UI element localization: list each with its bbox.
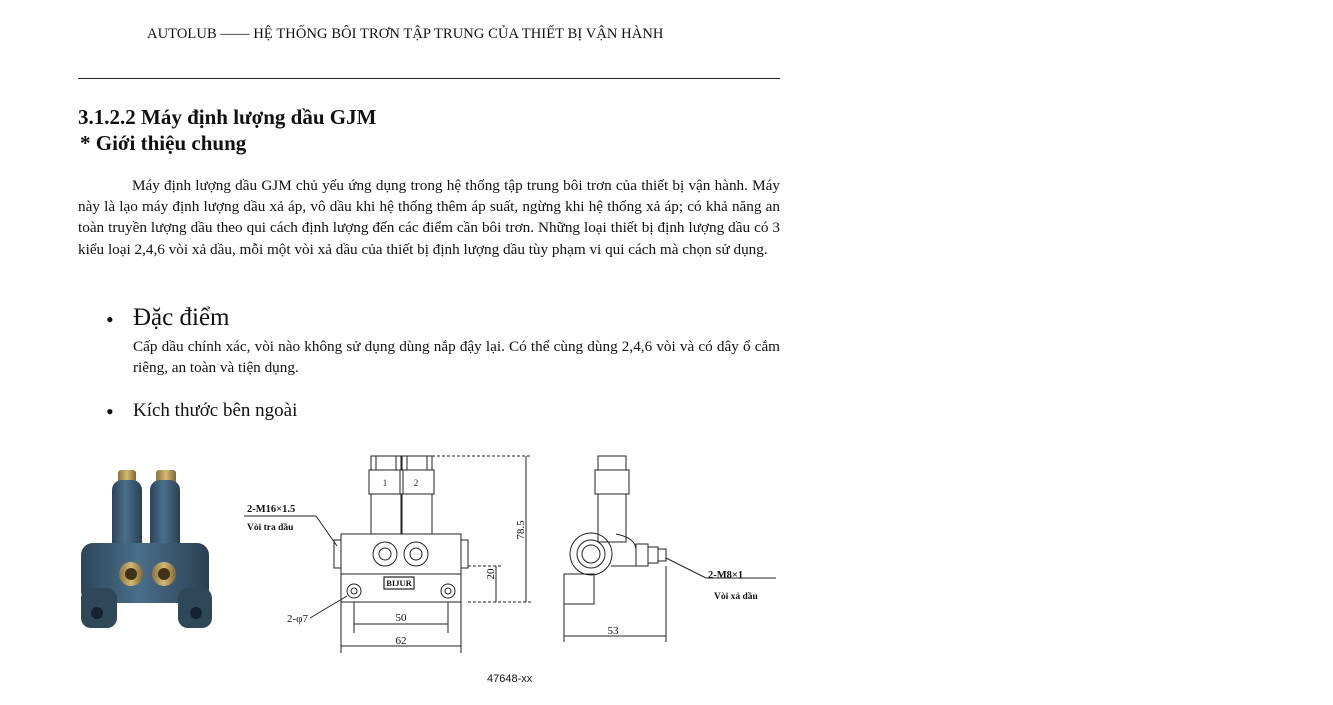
brand-plate: BIJUR <box>386 578 412 588</box>
running-header: AUTOLUB —— HỆ THỐNG BÔI TRƠN TẬP TRUNG CỦA THIẾT BỊ VẬN HÀNH <box>147 26 664 42</box>
hole-spacing-dimension: 50 <box>395 612 407 624</box>
holes-label: 2-φ7 <box>287 613 309 625</box>
outlet-thread-label: 2-M8×1 <box>708 570 744 581</box>
intro-paragraph: Máy định lượng dầu GJM chủ yếu ứng dụng trong hệ thống tập trung bôi trơn của thiết bị vận hành. Máy này là lạo máy định lượng dầu xả áp, vô dầu khi hệ thống thêm áp suất, ngừng khi hệ thống xả áp; có khả năng an toàn truyền lượng dầu theo qui cách định lượng đến các điểm cần bôi trơn. Những loại thiết bị định lượng dầu có 3 kiểu loại 2,4,6 vòi xả dầu, mỗi một vòi xả dầu của thiết bị định lượng dầu tùy phạm vi qui cách mà chọn sử dụng. <box>78 177 780 258</box>
dimensions-heading: Kích thước bên ngoài <box>133 400 298 421</box>
features-heading: Đặc điểm <box>133 304 230 331</box>
side-dimension: 53 <box>607 625 619 637</box>
base-dimension: 20 <box>485 568 497 580</box>
header-divider <box>78 78 780 79</box>
subsection-title: * Giới thiệu chung <box>80 131 247 155</box>
model-number: 47648-xx <box>487 673 533 685</box>
height-dimension: 78.5 <box>515 520 527 540</box>
section-title: 3.1.2.2 Máy định lượng dầu GJM <box>78 105 377 129</box>
technical-drawing <box>76 448 786 670</box>
port-label: 1 <box>382 478 388 488</box>
product-photo <box>81 470 212 628</box>
inlet-label: Vòi tra dầu <box>247 523 294 533</box>
inlet-thread-label: 2-M16×1.5 <box>247 504 296 515</box>
port-label: 2 <box>413 478 419 488</box>
bullet-dot: • <box>106 307 114 332</box>
width-dimension: 62 <box>395 635 407 647</box>
side-view-drawing <box>564 456 776 642</box>
outlet-label: Vòi xả dầu <box>714 592 758 602</box>
bullet-dot: • <box>106 399 114 424</box>
features-paragraph: Cấp dầu chính xác, vòi nào không sử dụng dùng nắp đậy lại. Có thể cùng dùng 2,4,6 vòi và có dây ổ cắm riêng, an toàn và tiện dụng. <box>133 338 780 376</box>
